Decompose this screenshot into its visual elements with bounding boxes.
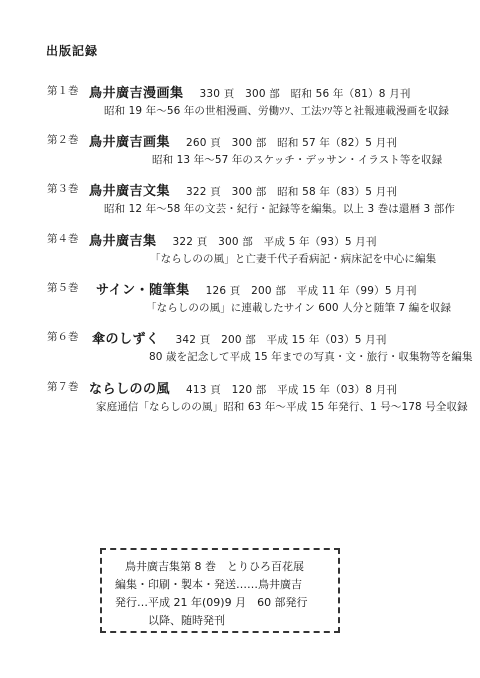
- volume-description: 昭和 19 年〜56 年の世相漫画、労働ｿｿ、工法ｿｿ等と社報連載漫画を収録: [104, 105, 450, 117]
- volume-entry-1: [0, 82, 480, 122]
- notice-publication: 発行…平成 21 年(09)9 月 60 部発行: [115, 596, 308, 609]
- volume-info: 413 頁 120 部 平成 15 年（03）8 月刊: [186, 384, 398, 396]
- volume-title: 鳥井廣吉文集: [89, 184, 171, 199]
- volume-description: 昭和 12 年〜58 年の文芸・紀行・記録等を編集。以上 3 巻は還暦 3 部作: [104, 203, 455, 215]
- volume-number: 第６巻: [47, 331, 79, 343]
- volume-title: 傘のしずく: [92, 332, 160, 347]
- volume-description: 昭和 13 年〜57 年のスケッチ・デッサン・イラスト等を収録: [152, 154, 443, 166]
- notice-future: 以降、随時発刊: [148, 614, 225, 627]
- volume-entry-2: [0, 131, 480, 171]
- volume-description: 「ならしのの風」に連載したサイン 600 人分と随筆 7 編を収録: [146, 302, 452, 314]
- volume-info: 322 頁 300 部 昭和 58 年（83）5 月刊: [186, 186, 398, 198]
- volume-title: 鳥井廣吉集: [89, 234, 157, 249]
- volume-description: 80 歳を記念して平成 15 年までの写真・文・旅行・収集物等を編集: [149, 351, 473, 363]
- volume-info: 342 頁 200 部 平成 15 年（03）5 月刊: [175, 334, 387, 346]
- volume-entry-5: [0, 279, 480, 319]
- volume-title: ならしのの風: [89, 382, 171, 397]
- volume-title: 鳥井廣吉画集: [89, 135, 171, 150]
- notice-editor: 編集・印刷・製本・発送……鳥井廣吉: [115, 578, 302, 591]
- volume-number: 第３巻: [47, 183, 79, 195]
- volume-number: 第７巻: [47, 381, 79, 393]
- volume-info: 330 頁 300 部 昭和 56 年（81）8 月刊: [199, 88, 411, 100]
- volume-entry-4: [0, 230, 480, 270]
- volume-entry-7: [0, 378, 480, 418]
- volume-title: サイン・随筆集: [96, 283, 190, 298]
- volume-number: 第４巻: [47, 233, 79, 245]
- volume-entry-6: [0, 328, 480, 368]
- volume-info: 126 頁 200 部 平成 11 年（99）5 月刊: [205, 285, 417, 297]
- volume-description: 家庭通信「ならしのの風」昭和 63 年〜平成 15 年発行、1 号〜178 号全収録: [96, 401, 468, 413]
- volume-description: 「ならしのの風」と亡妻千代子看病記・病床記を中心に編集: [150, 253, 437, 265]
- volume-number: 第２巻: [47, 134, 79, 146]
- volume-info: 322 頁 300 部 平成 5 年（93）5 月刊: [172, 236, 377, 248]
- volume-8-notice-box: [100, 548, 340, 633]
- volume-entry-3: [0, 180, 480, 220]
- volume-number: 第５巻: [47, 282, 79, 294]
- page-heading: 出版記録: [46, 44, 99, 58]
- volume-title: 鳥井廣吉漫画集: [89, 86, 184, 101]
- volume-info: 260 頁 300 部 昭和 57 年（82）5 月刊: [186, 137, 398, 149]
- notice-title: 鳥井廣吉集第 8 巻 とりひろ百花展: [125, 560, 304, 573]
- volume-number: 第１巻: [47, 85, 79, 97]
